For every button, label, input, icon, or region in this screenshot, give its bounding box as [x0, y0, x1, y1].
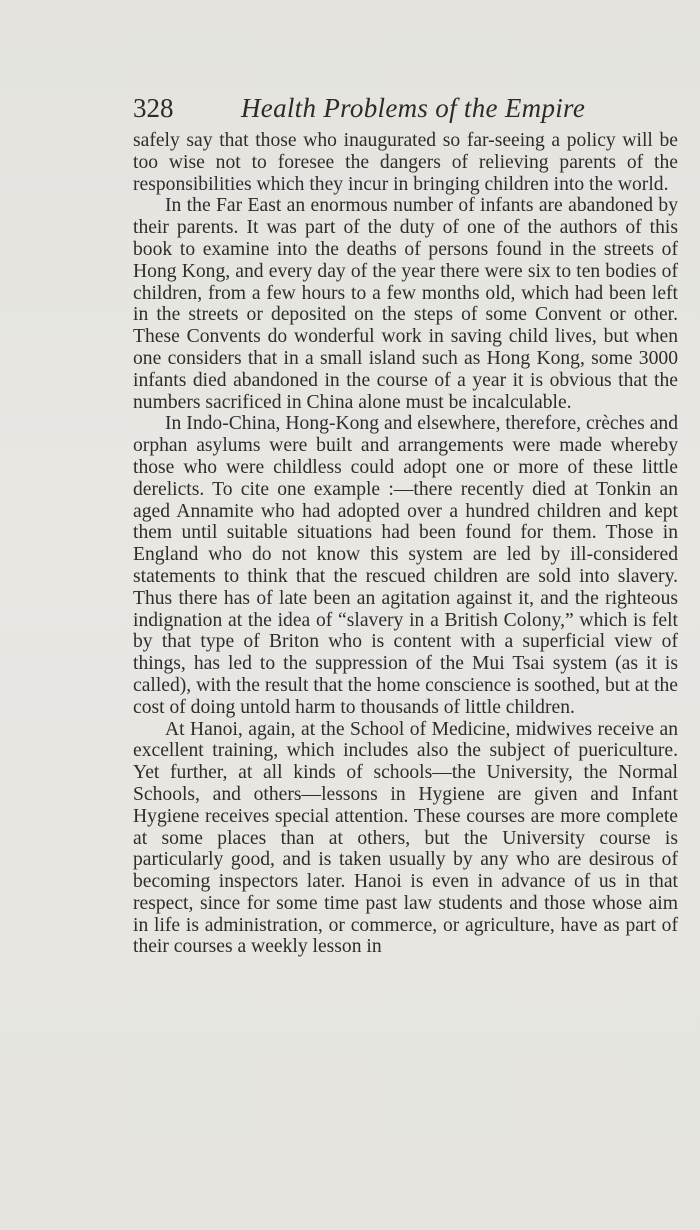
- body-text: [133, 130, 678, 958]
- running-head: [133, 88, 693, 128]
- running-title: Health Problems of the Empire: [241, 93, 586, 123]
- paragraph-indo-china: In Indo-China, Hong-Kong and elsewhere, therefore, crèches and orphan asylums were built and arrangements were made whereby those who were childless could adopt one or more of these little derelicts. To cite one example :—there recently died at Tonkin an aged Annamite who had adopted over a hundred children and kept them until suitable situations had been found for them. Those in England who do not know this system are led by ill-considered statements to think that the rescued children are sold into slavery. Thus there has of late been an agitation against it, and the righteous indignation at the idea of “slavery in a British Colony,” which is felt by that type of Briton who is content with a superficial view of things, has led to the suppression of the Mui Tsai system (as it is called), with the result that the home conscience is soothed, but at the cost of doing untold harm to thousands of little children.: [133, 413, 678, 718]
- page-number: 328: [133, 93, 174, 123]
- paragraph-far-east: In the Far East an enormous number of infants are abandoned by their parents. It was part of the duty of one of the authors of this book to examine into the deaths of persons found in the streets of Hong Kong, and every day of the year there were six to ten bodies of children, from a few hours to a few months old, which had been left in the streets or deposited on the steps of some Convent or other. These Convents do wonderful work in saving child lives, but when one considers that in a small island such as Hong Kong, some 3000 infants died abandoned in the course of a year it is obvious that the numbers sacrificed in China alone must be incalculable.: [133, 195, 678, 413]
- paragraph-hanoi: At Hanoi, again, at the School of Medicine, midwives receive an excellent training, which includes also the subject of puericulture. Yet further, at all kinds of schools—the University, the Normal Schools, and others—lessons in Hygiene are given and Infant Hygiene receives special attention. These courses are more complete at some places than at others, but the University course is particularly good, and is taken usually by any who are desirous of becoming inspectors later. Hanoi is even in advance of us in that respect, since for some time past law students and those whose aim in life is administration, or commerce, or agriculture, have as part of their courses a weekly lesson in: [133, 718, 678, 958]
- paragraph-continued: safely say that those who inaugurated so far-seeing a policy will be too wise not to foresee the dangers of relieving parents of the responsibilities which they incur in bringing children into the world.: [133, 130, 678, 195]
